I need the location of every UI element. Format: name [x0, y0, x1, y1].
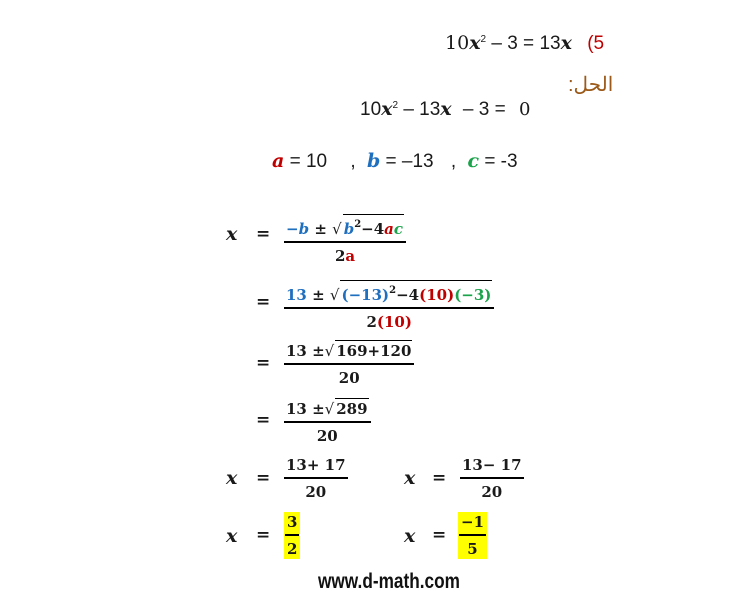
fraction-bar [284, 421, 371, 423]
final-left-den: 2 [287, 540, 298, 558]
comma-2: , [450, 151, 457, 172]
substituted-denominator [366, 312, 412, 332]
x-variable: 𝒙 [226, 223, 238, 245]
simplified-fraction-2 [284, 398, 371, 446]
equals-sign: = [432, 468, 447, 488]
coef-a-name: a [272, 150, 285, 172]
fraction-bar [284, 307, 494, 309]
final-root-left [284, 512, 300, 559]
equals-sign: = [256, 468, 271, 488]
formula-numerator [284, 214, 406, 239]
equals-sign: = [256, 292, 271, 312]
coef-b-value: = –13 [385, 151, 434, 172]
equals-sign: = [256, 353, 271, 373]
substituted-fraction [284, 280, 494, 332]
sub-den-a: (10) [376, 313, 412, 331]
x-variable: 𝒙 [226, 467, 238, 489]
step3-num: 13 ± [286, 342, 325, 360]
root-minus-num: 13− 17 [462, 456, 522, 474]
neg-sign: − [286, 220, 299, 238]
pm-sign: ± [314, 220, 327, 238]
site-watermark: www.d-math.com [318, 570, 460, 593]
sub-pm: ± [312, 286, 325, 304]
problem-number: (5 [587, 33, 605, 54]
sub-den-2: 2 [366, 313, 377, 331]
root-plus-den: 20 [305, 483, 327, 501]
rhs-var: 𝒙 [560, 32, 572, 54]
radicand [343, 214, 404, 239]
sf-exp: 2 [392, 100, 399, 111]
radicand-exp: 2 [354, 219, 362, 230]
x-variable: 𝒙 [404, 467, 416, 489]
sqrt-icon: √ [324, 342, 335, 360]
fraction-bar [284, 477, 348, 479]
step4-num: 13 ± [286, 400, 325, 418]
sub-13: 13 [286, 286, 307, 304]
coefficients [272, 150, 518, 173]
sf-mid: – 13 [403, 99, 441, 120]
equals-sign: = [432, 525, 447, 545]
coef-b-name: b [366, 150, 381, 172]
radicand-c: c [393, 220, 404, 238]
coef-c-name: c [467, 150, 480, 172]
sqrt-icon: √ [329, 286, 340, 304]
final-right-den: 5 [467, 540, 478, 558]
x-variable: 𝒙 [226, 525, 238, 547]
rhs-coef: 13 [539, 33, 561, 54]
fraction-bar [459, 534, 486, 536]
root-plus-fraction [284, 455, 348, 502]
standard-form [360, 98, 530, 121]
root-plus-num: 13+ 17 [286, 456, 346, 474]
step4-numerator [284, 398, 371, 419]
minus-three: – 3 = [491, 33, 535, 54]
sub-radicand-c: (−3) [454, 286, 492, 304]
b-term: b [298, 220, 310, 238]
fraction-bar [284, 363, 414, 365]
equals-sign: = [256, 410, 271, 430]
den-2: 2 [334, 247, 346, 265]
problem-equation [445, 32, 604, 55]
x-variable: 𝒙 [404, 525, 416, 547]
fraction-bar [285, 534, 299, 536]
radicand-minus4: −4 [361, 220, 385, 238]
step3-radicand: 169+120 [336, 342, 412, 360]
equals-sign: = [256, 525, 271, 545]
root-minus-den: 20 [481, 483, 503, 501]
sqrt-icon: √ [324, 400, 335, 418]
den-a: a [345, 247, 356, 265]
sub-radicand [340, 280, 492, 305]
quadratic-formula-fraction [284, 214, 406, 266]
step3-numerator [284, 340, 414, 361]
equals-sign: = [256, 224, 271, 244]
sub-radicand-b: (−13) [341, 286, 390, 304]
sub-radicand-minus4: −4 [396, 286, 420, 304]
substituted-numerator [284, 280, 494, 305]
sub-radicand-a: (10) [419, 286, 455, 304]
sf-var2: 𝒙 [440, 98, 452, 120]
sf-lead: 10 [360, 99, 382, 120]
sqrt-icon: √ [332, 220, 342, 238]
final-right-num: −1 [461, 513, 485, 531]
radicand-a: a [384, 220, 394, 238]
step4-den: 20 [316, 427, 338, 445]
fraction-bar [284, 241, 406, 243]
sub-radicand-exp: 2 [389, 285, 397, 296]
exponent: 2 [480, 34, 487, 45]
coef-a-value: = 10 [289, 151, 328, 172]
root-minus-fraction [460, 455, 524, 502]
var-x: 𝒙 [469, 32, 481, 54]
final-root-right [458, 512, 487, 559]
sf-zero: 0 [518, 99, 531, 120]
solution-label: الحل: [568, 74, 614, 96]
radicand-b: b [343, 220, 355, 238]
fraction-bar [460, 477, 524, 479]
sf-var: 𝒙 [381, 98, 393, 120]
final-left-num: 3 [287, 513, 298, 531]
formula-denominator [335, 246, 355, 266]
simplified-fraction-1 [284, 340, 414, 388]
step4-radicand: 289 [336, 400, 368, 418]
sf-tail: – 3 = [462, 99, 506, 120]
comma-1: , [350, 151, 356, 172]
coef-c-value: = -3 [484, 151, 518, 172]
step3-den: 20 [338, 369, 360, 387]
coef-10: 10 [445, 32, 470, 54]
